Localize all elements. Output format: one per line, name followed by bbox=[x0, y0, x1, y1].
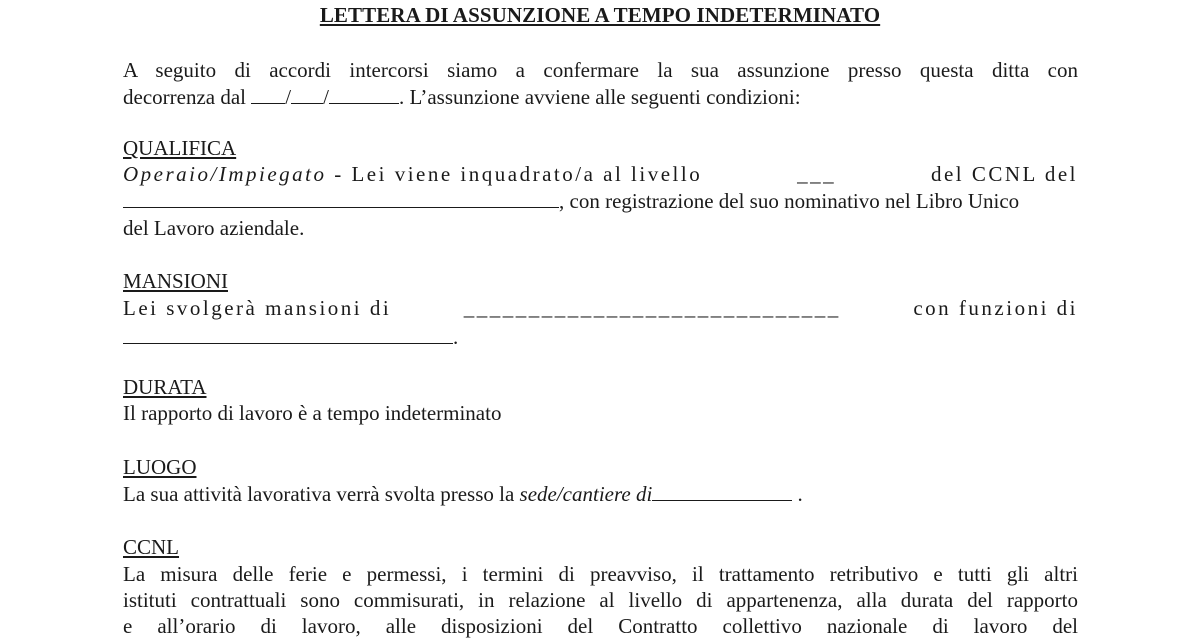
date-separator: / bbox=[323, 85, 329, 109]
intro-decorrenza-label: decorrenza dal bbox=[123, 85, 246, 109]
document-title: LETTERA DI ASSUNZIONE A TEMPO INDETERMINATO bbox=[319, 3, 881, 27]
luogo-sede-text: sede/cantiere di bbox=[519, 482, 653, 506]
luogo-blank bbox=[652, 482, 792, 501]
date-month-blank bbox=[291, 85, 323, 104]
qualifica-ccnl-blank bbox=[123, 189, 559, 208]
qualifica-registrazione-text: , con registrazione del suo nominativo nel Libro Unico bbox=[559, 189, 1020, 213]
intro-line-2 bbox=[123, 84, 801, 110]
date-separator: / bbox=[285, 85, 292, 109]
luogo-text: La sua attività lavorativa verrà svolta presso la bbox=[123, 482, 520, 506]
ccnl-line-1: La misura delle ferie e permessi, i termini di preavviso, il trattamento retributivo e tutti gli altri bbox=[123, 562, 1078, 586]
mansioni-funzioni-text: con funzioni di bbox=[913, 296, 1078, 320]
section-heading-qualifica: QUALIFICA bbox=[123, 136, 237, 160]
qualifica-role: Operaio/Impiegato bbox=[123, 162, 327, 186]
date-day-blank bbox=[251, 85, 285, 104]
ccnl-line-2: istituti contrattuali sono commisurati, in relazione al livello di appartenenza, alla durata del rapporto bbox=[123, 588, 1078, 612]
section-heading-ccnl: CCNL bbox=[123, 535, 180, 559]
intro-conditions-text: . L’assunzione avviene alle seguenti condizioni: bbox=[398, 85, 801, 109]
mansioni-period: . bbox=[453, 325, 459, 349]
durata-text: Il rapporto di lavoro è a tempo indeterminato bbox=[123, 401, 502, 425]
date-year-blank bbox=[329, 85, 399, 104]
luogo-line bbox=[123, 481, 803, 507]
luogo-period: . bbox=[792, 482, 803, 506]
qualifica-inquadramento-text: - Lei viene inquadrato/a al livello bbox=[326, 162, 703, 186]
qualifica-line-1 bbox=[123, 161, 1078, 187]
qualifica-livello-blank: ___ bbox=[797, 162, 837, 186]
mansioni-line-1 bbox=[123, 295, 1078, 321]
mansioni-text: Lei svolgerà mansioni di bbox=[123, 296, 392, 320]
qualifica-line-3: del Lavoro aziendale. bbox=[123, 216, 305, 240]
ccnl-line-3: e all’orario di lavoro, alle disposizioni del Contratto collettivo nazionale di lavoro del bbox=[123, 614, 1078, 638]
section-heading-durata: DURATA bbox=[123, 375, 207, 399]
intro-line-1: A seguito di accordi intercorsi siamo a confermare la sua assunzione presso questa ditta con bbox=[123, 58, 1078, 82]
mansioni-blank: _____________________________ bbox=[463, 296, 841, 320]
section-heading-mansioni: MANSIONI bbox=[123, 269, 228, 293]
mansioni-line-2 bbox=[123, 324, 458, 350]
qualifica-line-2 bbox=[123, 188, 1019, 214]
qualifica-ccnl-text: del CCNL del bbox=[930, 162, 1078, 186]
funzioni-blank bbox=[123, 325, 453, 344]
section-heading-luogo: LUOGO bbox=[123, 455, 197, 479]
